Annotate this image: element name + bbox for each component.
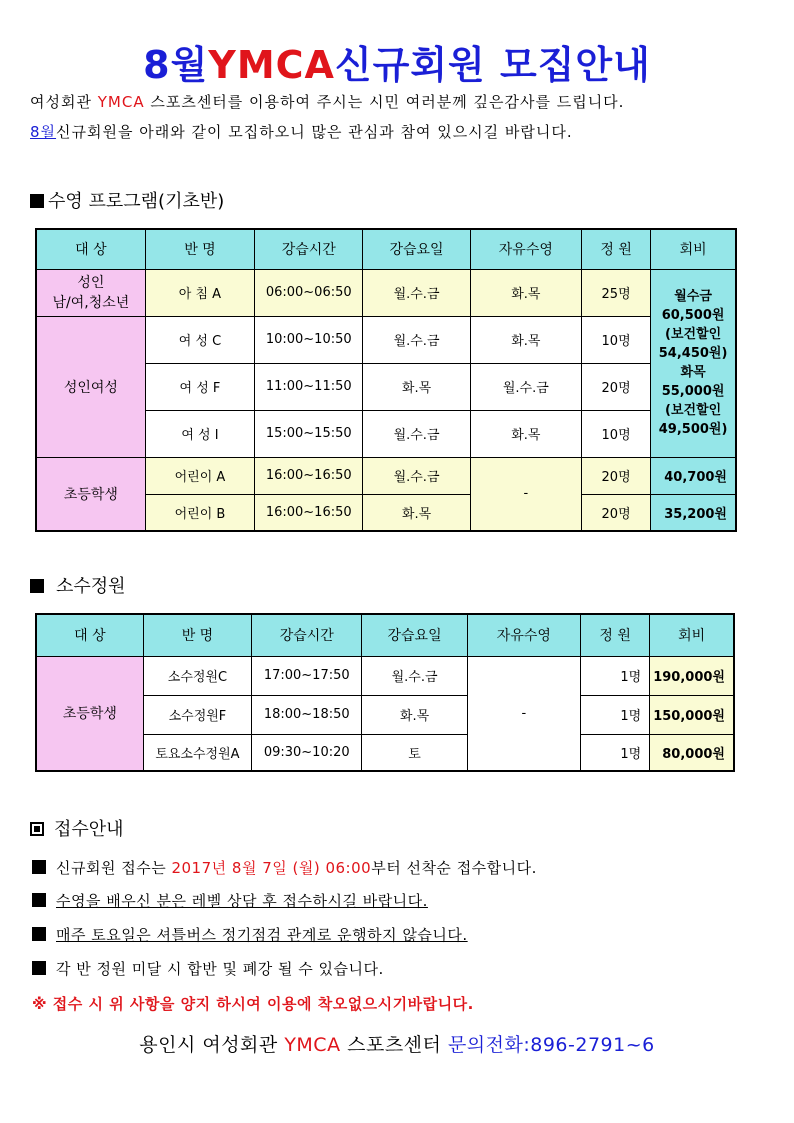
class-days: 월.수.금 <box>363 269 470 316</box>
fee-line: 55,000원 <box>661 384 725 399</box>
fee: 40,700원 <box>651 457 736 494</box>
class-time: 18:00~18:50 <box>252 695 362 734</box>
free-swim-days: 월.수.금 <box>470 363 581 410</box>
free-swim-days: - <box>467 656 580 771</box>
class-time: 06:00~06:50 <box>255 269 363 316</box>
header-capacity: 정 원 <box>582 229 651 269</box>
header-days: 강습요일 <box>362 614 467 656</box>
fee: 190,000원 <box>650 656 734 695</box>
fee: 150,000원 <box>650 695 734 734</box>
intro-month: 8월 <box>30 123 57 141</box>
footer-text: 스포츠센터 <box>340 1034 448 1056</box>
capacity: 20명 <box>582 494 651 531</box>
table-header-row <box>36 614 734 656</box>
fee-adult <box>651 269 736 457</box>
square-bullet-icon <box>32 860 46 874</box>
capacity: 20명 <box>582 363 651 410</box>
class-days: 화.목 <box>363 363 470 410</box>
section-sync-heading <box>30 575 126 599</box>
header-target: 대 상 <box>36 229 145 269</box>
reception-item-3 <box>32 925 468 945</box>
header-free-swim: 자유수영 <box>470 229 581 269</box>
table-row <box>36 656 734 695</box>
class-time: 10:00~10:50 <box>255 316 363 363</box>
table-header-row <box>36 229 736 269</box>
class-name: 소수정원F <box>143 695 251 734</box>
fee-line: (보건할인 <box>665 403 722 418</box>
swim-table <box>35 228 737 532</box>
footer-text: 용인시 여성회관 <box>139 1034 285 1056</box>
page-title <box>0 42 794 88</box>
intro-text: 여성회관 <box>30 93 98 111</box>
reception-note: ※ 접수 시 위 사항을 양지 하시여 이용에 착오없으시기바랍니다. <box>32 995 474 1013</box>
class-name: 어린이 A <box>145 457 254 494</box>
fee-line: 54,450원) <box>658 346 728 361</box>
fee-line: 월수금 <box>674 289 712 304</box>
free-swim-days: 화.목 <box>470 316 581 363</box>
class-days: 월.수.금 <box>363 316 470 363</box>
header-capacity: 정 원 <box>581 614 650 656</box>
class-days: 월.수.금 <box>362 656 467 695</box>
section-reception-heading <box>30 818 124 842</box>
class-days: 화.목 <box>363 494 470 531</box>
class-name: 여 성 I <box>145 410 254 457</box>
fee-line: 49,500원) <box>658 422 728 437</box>
free-swim-days: 화.목 <box>470 269 581 316</box>
reception-item-1 <box>32 858 537 878</box>
sync-table <box>35 613 735 772</box>
fee: 35,200원 <box>651 494 736 531</box>
class-name: 토요소수정원A <box>143 734 251 771</box>
class-time: 16:00~16:50 <box>255 457 363 494</box>
header-time: 강습시간 <box>252 614 362 656</box>
section-swim-heading <box>30 190 224 214</box>
free-swim-days: 화.목 <box>470 410 581 457</box>
capacity: 20명 <box>582 457 651 494</box>
fee-line: (보건할인 <box>665 327 722 342</box>
title-ymca: YMCA <box>208 43 335 87</box>
class-days: 월.수.금 <box>363 457 470 494</box>
class-time: 16:00~16:50 <box>255 494 363 531</box>
square-bullet-icon <box>32 961 46 975</box>
header-fee: 회비 <box>650 614 734 656</box>
boxed-square-icon <box>30 822 44 836</box>
square-bullet-icon <box>32 927 46 941</box>
class-time: 11:00~11:50 <box>255 363 363 410</box>
fee-line: 화목 <box>680 365 706 380</box>
capacity: 1명 <box>581 734 650 771</box>
intro-ymca: YMCA <box>97 93 145 111</box>
item-date: 2017년 8월 7일 (월) 06:00 <box>171 859 372 877</box>
footer-contact <box>0 1030 794 1057</box>
target-kids: 초등학생 <box>36 457 145 531</box>
header-free-swim: 자유수영 <box>467 614 580 656</box>
header-class: 반 명 <box>143 614 251 656</box>
capacity: 1명 <box>581 656 650 695</box>
title-month: 8월 <box>143 43 209 87</box>
square-bullet-icon <box>32 893 46 907</box>
capacity: 25명 <box>582 269 651 316</box>
item-text: 부터 선착순 접수합니다. <box>371 859 537 877</box>
class-time: 17:00~17:50 <box>252 656 362 695</box>
intro-line-1 <box>30 92 624 112</box>
section-title: 소수정원 <box>56 576 126 597</box>
class-name: 여 성 C <box>145 316 254 363</box>
class-time: 15:00~15:50 <box>255 410 363 457</box>
title-rest: 신규회원 모집안내 <box>334 43 651 87</box>
section-title: 접수안내 <box>54 819 124 840</box>
table-row <box>36 316 736 363</box>
item-text: 매주 토요일은 셔틀버스 정기점검 관계로 운행하지 않습니다. <box>56 926 468 944</box>
item-text: 수영을 배우신 분은 레벨 상담 후 접수하시길 바랍니다. <box>56 892 428 910</box>
section-title: 수영 프로그램(기초반) <box>48 191 225 212</box>
class-days: 월.수.금 <box>363 410 470 457</box>
header-time: 강습시간 <box>255 229 363 269</box>
square-bullet-icon <box>30 194 44 208</box>
capacity: 10명 <box>582 410 651 457</box>
footer-phone: 문의전화:896-2791~6 <box>447 1034 655 1056</box>
item-text: 각 반 정원 미달 시 합반 및 폐강 될 수 있습니다. <box>56 960 384 978</box>
class-name: 어린이 B <box>145 494 254 531</box>
class-name: 아 침 A <box>145 269 254 316</box>
class-name: 여 성 F <box>145 363 254 410</box>
target-women: 성인여성 <box>36 316 145 457</box>
reception-item-2 <box>32 891 428 911</box>
capacity: 10명 <box>582 316 651 363</box>
free-swim-days: - <box>470 457 581 531</box>
header-class: 반 명 <box>145 229 254 269</box>
class-time: 09:30~10:20 <box>252 734 362 771</box>
header-target: 대 상 <box>36 614 143 656</box>
class-name: 소수정원C <box>143 656 251 695</box>
footer-ymca: YMCA <box>284 1034 341 1056</box>
target-adult: 성인 남/여,청소년 <box>36 269 145 316</box>
item-text: 신규회원 접수는 <box>56 859 172 877</box>
intro-line-2 <box>30 122 573 142</box>
fee: 80,000원 <box>650 734 734 771</box>
fee-line: 60,500원 <box>661 308 725 323</box>
intro-text: 신규회원을 아래와 같이 모집하오니 많은 관심과 참여 있으시길 바랍니다. <box>56 123 573 141</box>
class-days: 토 <box>362 734 467 771</box>
capacity: 1명 <box>581 695 650 734</box>
square-bullet-icon <box>30 579 44 593</box>
table-row <box>36 457 736 494</box>
intro-text: 스포츠센터를 이용하여 주시는 시민 여러분께 깊은감사를 드립니다. <box>144 93 625 111</box>
header-days: 강습요일 <box>363 229 470 269</box>
header-fee: 회비 <box>651 229 736 269</box>
table-row <box>36 269 736 316</box>
class-days: 화.목 <box>362 695 467 734</box>
reception-item-4 <box>32 959 384 979</box>
target-kids: 초등학생 <box>36 656 143 771</box>
